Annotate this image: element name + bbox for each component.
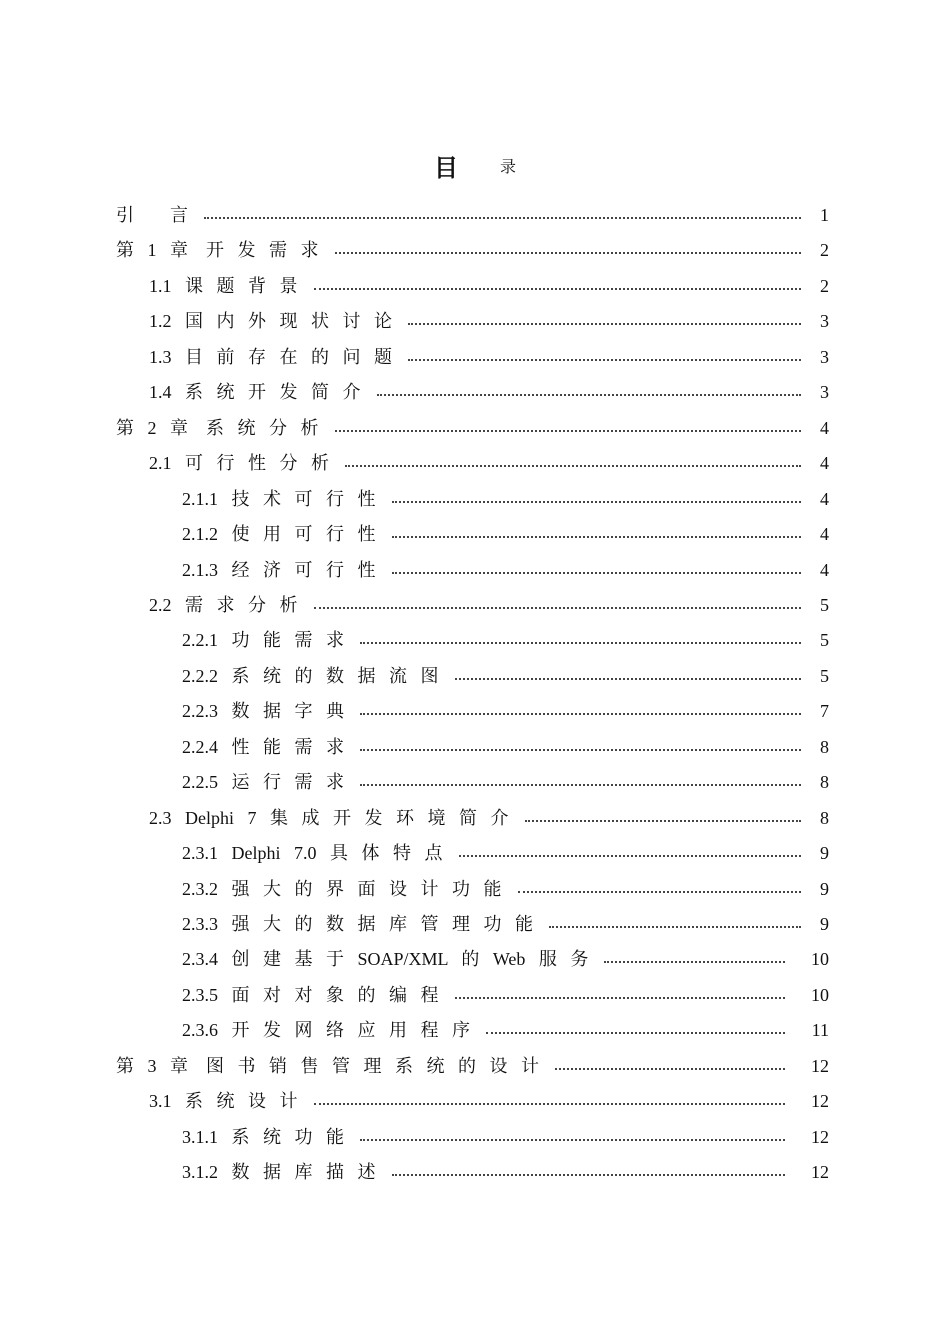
toc-entry-page: 8 <box>820 737 829 757</box>
toc-entry[interactable] <box>0 699 950 723</box>
toc-dot-leader <box>549 926 801 928</box>
toc-entry-label: 2.2 需 求 分 析 <box>149 595 298 615</box>
toc-entry[interactable] <box>0 451 950 475</box>
toc-dot-leader <box>204 217 801 219</box>
toc-entry-page: 3 <box>820 311 829 331</box>
toc-entry-page: 2 <box>820 276 829 296</box>
toc-entry[interactable] <box>0 1054 950 1078</box>
toc-entry-page: 3 <box>820 382 829 402</box>
toc-entry-page: 5 <box>820 630 829 650</box>
toc-dot-leader <box>455 678 802 680</box>
toc-entry-page: 5 <box>820 666 829 686</box>
toc-dot-leader <box>555 1068 785 1070</box>
toc-entry-label: 引 言 <box>116 205 188 225</box>
toc-entry-page: 12 <box>811 1162 829 1182</box>
toc-dot-leader <box>392 501 802 503</box>
toc-dot-leader <box>408 359 801 361</box>
toc-entry-label: 2.3.1 Delphi 7.0 具 体 特 点 <box>182 843 443 863</box>
toc-title <box>0 148 950 183</box>
toc-entry-page: 3 <box>820 347 829 367</box>
toc-entry-page: 7 <box>820 701 829 721</box>
toc-dot-leader <box>360 713 801 715</box>
toc-entry[interactable] <box>0 735 950 759</box>
toc-entry-label: 2.2.3 数 据 字 典 <box>182 701 344 721</box>
toc-entry-label: 2.2.2 系 统 的 数 据 流 图 <box>182 666 439 686</box>
toc-entry[interactable] <box>0 664 950 688</box>
toc-entry-page: 9 <box>820 879 829 899</box>
toc-entry-page: 12 <box>811 1091 829 1111</box>
toc-dot-leader <box>360 1139 785 1141</box>
toc-entry[interactable] <box>0 522 950 546</box>
toc-entry-label: 3.1.2 数 据 库 描 述 <box>182 1162 376 1182</box>
toc-entry-page: 10 <box>811 949 829 969</box>
toc-entry[interactable] <box>0 841 950 865</box>
toc-entry[interactable] <box>0 309 950 333</box>
toc-entry-label: 2.3.3 强 大 的 数 据 库 管 理 功 能 <box>182 914 533 934</box>
toc-dot-leader <box>459 855 802 857</box>
toc-dot-leader <box>392 572 802 574</box>
toc-dot-leader <box>392 536 802 538</box>
toc-entry-page: 10 <box>811 985 829 1005</box>
toc-entry-label: 第 2 章 系 统 分 析 <box>116 418 319 438</box>
toc-entry-page: 4 <box>820 453 829 473</box>
toc-dot-leader <box>377 394 802 396</box>
toc-dot-leader <box>392 1174 786 1176</box>
toc-entry[interactable] <box>0 416 950 440</box>
toc-dot-leader <box>335 252 802 254</box>
toc-entry[interactable] <box>0 593 950 617</box>
toc-entry[interactable] <box>0 203 950 227</box>
toc-entry[interactable] <box>0 345 950 369</box>
toc-entry-label: 2.1.3 经 济 可 行 性 <box>182 560 376 580</box>
toc-entry[interactable] <box>0 947 950 971</box>
toc-entry[interactable] <box>0 1160 950 1184</box>
toc-entry[interactable] <box>0 806 950 830</box>
toc-entry-label: 第 1 章 开 发 需 求 <box>116 240 319 260</box>
toc-entry-page: 8 <box>820 772 829 792</box>
toc-dot-leader <box>314 288 802 290</box>
toc-entry[interactable] <box>0 1125 950 1149</box>
toc-entry[interactable] <box>0 274 950 298</box>
toc-entry-label: 2.3.2 强 大 的 界 面 设 计 功 能 <box>182 879 502 899</box>
toc-entry-label: 2.1.1 技 术 可 行 性 <box>182 489 376 509</box>
toc-entry-page: 4 <box>820 418 829 438</box>
toc-entry-label: 2.3 Delphi 7 集 成 开 发 环 境 简 介 <box>149 808 509 828</box>
toc-entry-label: 2.2.5 运 行 需 求 <box>182 772 344 792</box>
toc-entry-label: 2.2.1 功 能 需 求 <box>182 630 344 650</box>
toc-entry[interactable] <box>0 1089 950 1113</box>
toc-entry[interactable] <box>0 912 950 936</box>
toc-entry-page: 2 <box>820 240 829 260</box>
toc-entry[interactable] <box>0 877 950 901</box>
toc-dot-leader <box>360 642 801 644</box>
toc-entry[interactable] <box>0 770 950 794</box>
toc-dot-leader <box>335 430 802 432</box>
toc-title-sub: 录 <box>499 159 516 176</box>
toc-entry-page: 12 <box>811 1127 829 1147</box>
toc-entry-page: 4 <box>820 489 829 509</box>
toc-dot-leader <box>455 997 786 999</box>
toc-entry-label: 1.1 课 题 背 景 <box>149 276 298 296</box>
toc-entry-label: 第 3 章 图 书 销 售 管 理 系 统 的 设 计 <box>116 1056 539 1076</box>
toc-entry-page: 9 <box>820 843 829 863</box>
toc-title-main: 目 <box>433 154 458 182</box>
toc-dot-leader <box>360 749 801 751</box>
toc-dot-leader <box>604 961 785 963</box>
toc-entry-page: 9 <box>820 914 829 934</box>
toc-entry-label: 2.3.6 开 发 网 络 应 用 程 序 <box>182 1020 470 1040</box>
toc-entry[interactable] <box>0 1018 950 1042</box>
toc-entry[interactable] <box>0 238 950 262</box>
toc-entry-label: 1.2 国 内 外 现 状 讨 论 <box>149 311 392 331</box>
toc-entry-label: 2.2.4 性 能 需 求 <box>182 737 344 757</box>
toc-dot-leader <box>314 1103 786 1105</box>
toc-entry-page: 4 <box>820 560 829 580</box>
toc-entry[interactable] <box>0 983 950 1007</box>
toc-entry[interactable] <box>0 558 950 582</box>
toc-entry[interactable] <box>0 628 950 652</box>
toc-dot-leader <box>314 607 802 609</box>
toc-dot-leader <box>408 323 801 325</box>
toc-entry-label: 3.1 系 统 设 计 <box>149 1091 298 1111</box>
toc-entry-page: 4 <box>820 524 829 544</box>
toc-dot-leader <box>525 820 802 822</box>
toc-dot-leader <box>518 891 802 893</box>
toc-dot-leader <box>486 1032 785 1034</box>
toc-dot-leader <box>360 784 801 786</box>
toc-entry-label: 2.1.2 使 用 可 行 性 <box>182 524 376 544</box>
toc-entry-page: 8 <box>820 808 829 828</box>
toc-entry-label: 2.3.5 面 对 对 象 的 编 程 <box>182 985 439 1005</box>
toc-dot-leader <box>345 465 801 467</box>
toc-entry-page: 5 <box>820 595 829 615</box>
toc-entry[interactable] <box>0 487 950 511</box>
toc-entry-label: 3.1.1 系 统 功 能 <box>182 1127 344 1147</box>
toc-entry-label: 2.1 可 行 性 分 析 <box>149 453 329 473</box>
toc-entry-page: 12 <box>811 1056 829 1076</box>
toc-entry[interactable] <box>0 380 950 404</box>
toc-entry-label: 2.3.4 创 建 基 于 SOAP/XML 的 Web 服 务 <box>182 949 589 969</box>
toc-entry-page: 11 <box>811 1020 829 1040</box>
toc-entry-label: 1.3 目 前 存 在 的 问 题 <box>149 347 392 367</box>
toc-entry-page: 1 <box>820 205 829 225</box>
toc-entry-label: 1.4 系 统 开 发 简 介 <box>149 382 361 402</box>
